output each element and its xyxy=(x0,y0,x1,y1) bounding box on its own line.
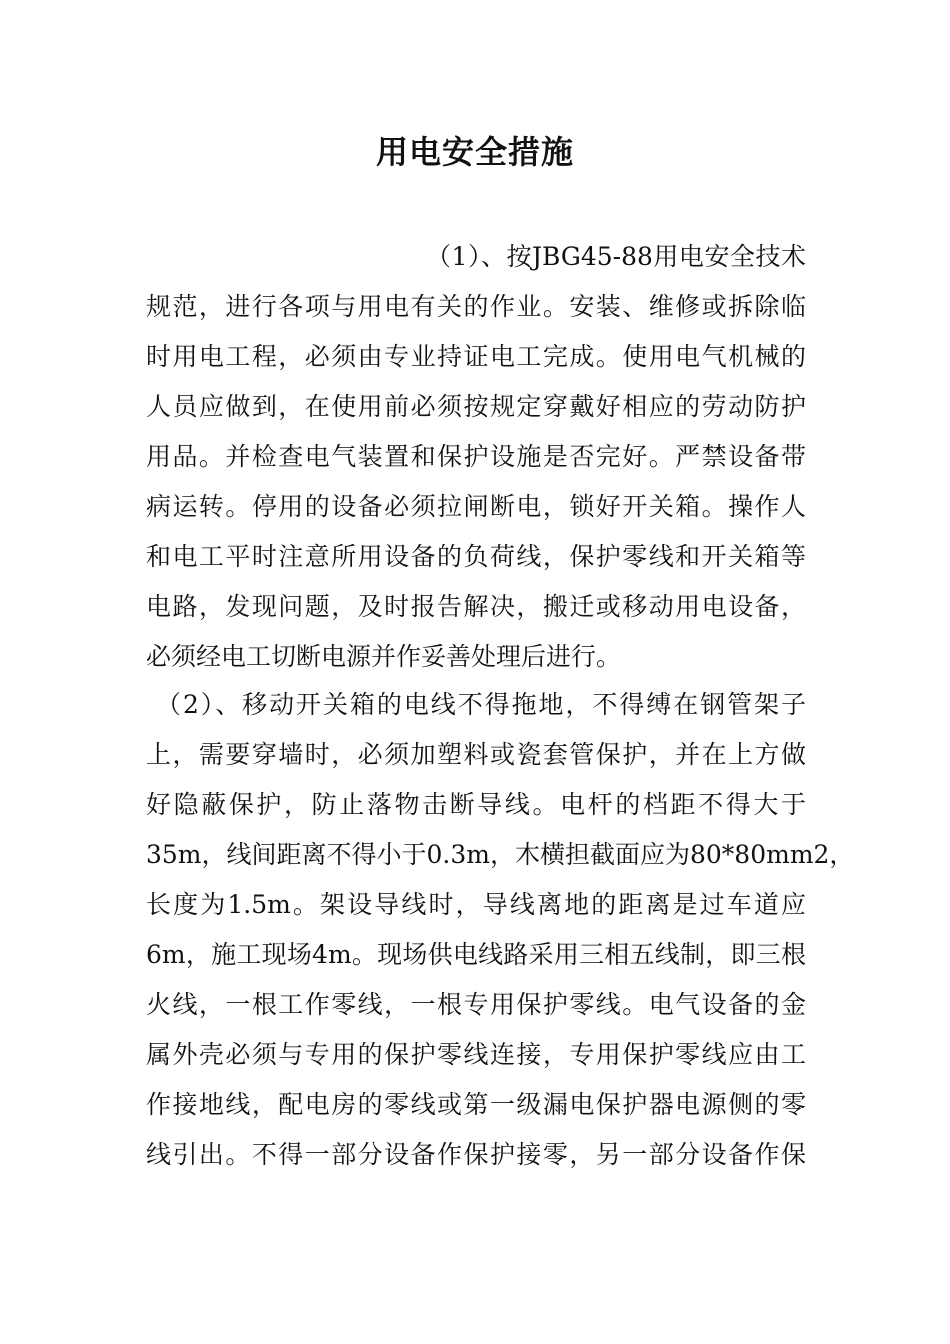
document-title: 用电安全措施 xyxy=(375,133,574,171)
paragraph-1-line: 规范，进行各项与用电有关的作业。安装、维修或拆除临 xyxy=(146,292,806,321)
paragraph-2-line: 上，需要穿墙时，必须加塑料或瓷套管保护，并在上方做 xyxy=(146,740,806,769)
paragraph-1-line: 时用电工程，必须由专业持证电工完成。使用电气机械的 xyxy=(146,342,806,371)
paragraph-1-line: 病运转。停用的设备必须拉闸断电，锁好开关箱。操作人 xyxy=(146,492,806,521)
paragraph-1-line: 用品。并检查电气装置和保护设施是否完好。严禁设备带 xyxy=(146,442,806,471)
paragraph-1-line: （1）、按JBG45-88用电安全技术 xyxy=(426,242,806,271)
paragraph-2-line: 长度为1.5m。架设导线时，导线离地的距离是过车道应 xyxy=(146,890,806,919)
paragraph-2-line: 6m，施工现场4m。现场供电线路采用三相五线制，即三根 xyxy=(146,940,806,969)
paragraph-1-line: 和电工平时注意所用设备的负荷线，保护零线和开关箱等 xyxy=(146,542,806,571)
paragraph-2-line: 火线，一根工作零线，一根专用保护零线。电气设备的金 xyxy=(146,990,806,1019)
paragraph-1-line: 电路，发现问题，及时报告解决，搬迁或移动用电设备， xyxy=(146,592,806,621)
paragraph-2-line: 35m，线间距离不得小于0.3m，木横担截面应为80*80mm2， xyxy=(146,840,855,869)
paragraph-2-line: 线引出。不得一部分设备作保护接零，另一部分设备作保 xyxy=(146,1140,806,1169)
paragraph-2-line: （2）、移动开关箱的电线不得拖地，不得缚在钢管架子 xyxy=(156,690,806,719)
paragraph-2-line: 好隐蔽保护，防止落物击断导线。电杆的档距不得大于 xyxy=(146,790,806,819)
paragraph-2-line: 属外壳必须与专用的保护零线连接，专用保护零线应由工 xyxy=(146,1040,806,1069)
paragraph-1-line: 必须经电工切断电源并作妥善处理后进行。 xyxy=(146,642,622,671)
paragraph-1-line: 人员应做到，在使用前必须按规定穿戴好相应的劳动防护 xyxy=(146,392,806,421)
paragraph-2-line: 作接地线，配电房的零线或第一级漏电保护器电源侧的零 xyxy=(146,1090,806,1119)
